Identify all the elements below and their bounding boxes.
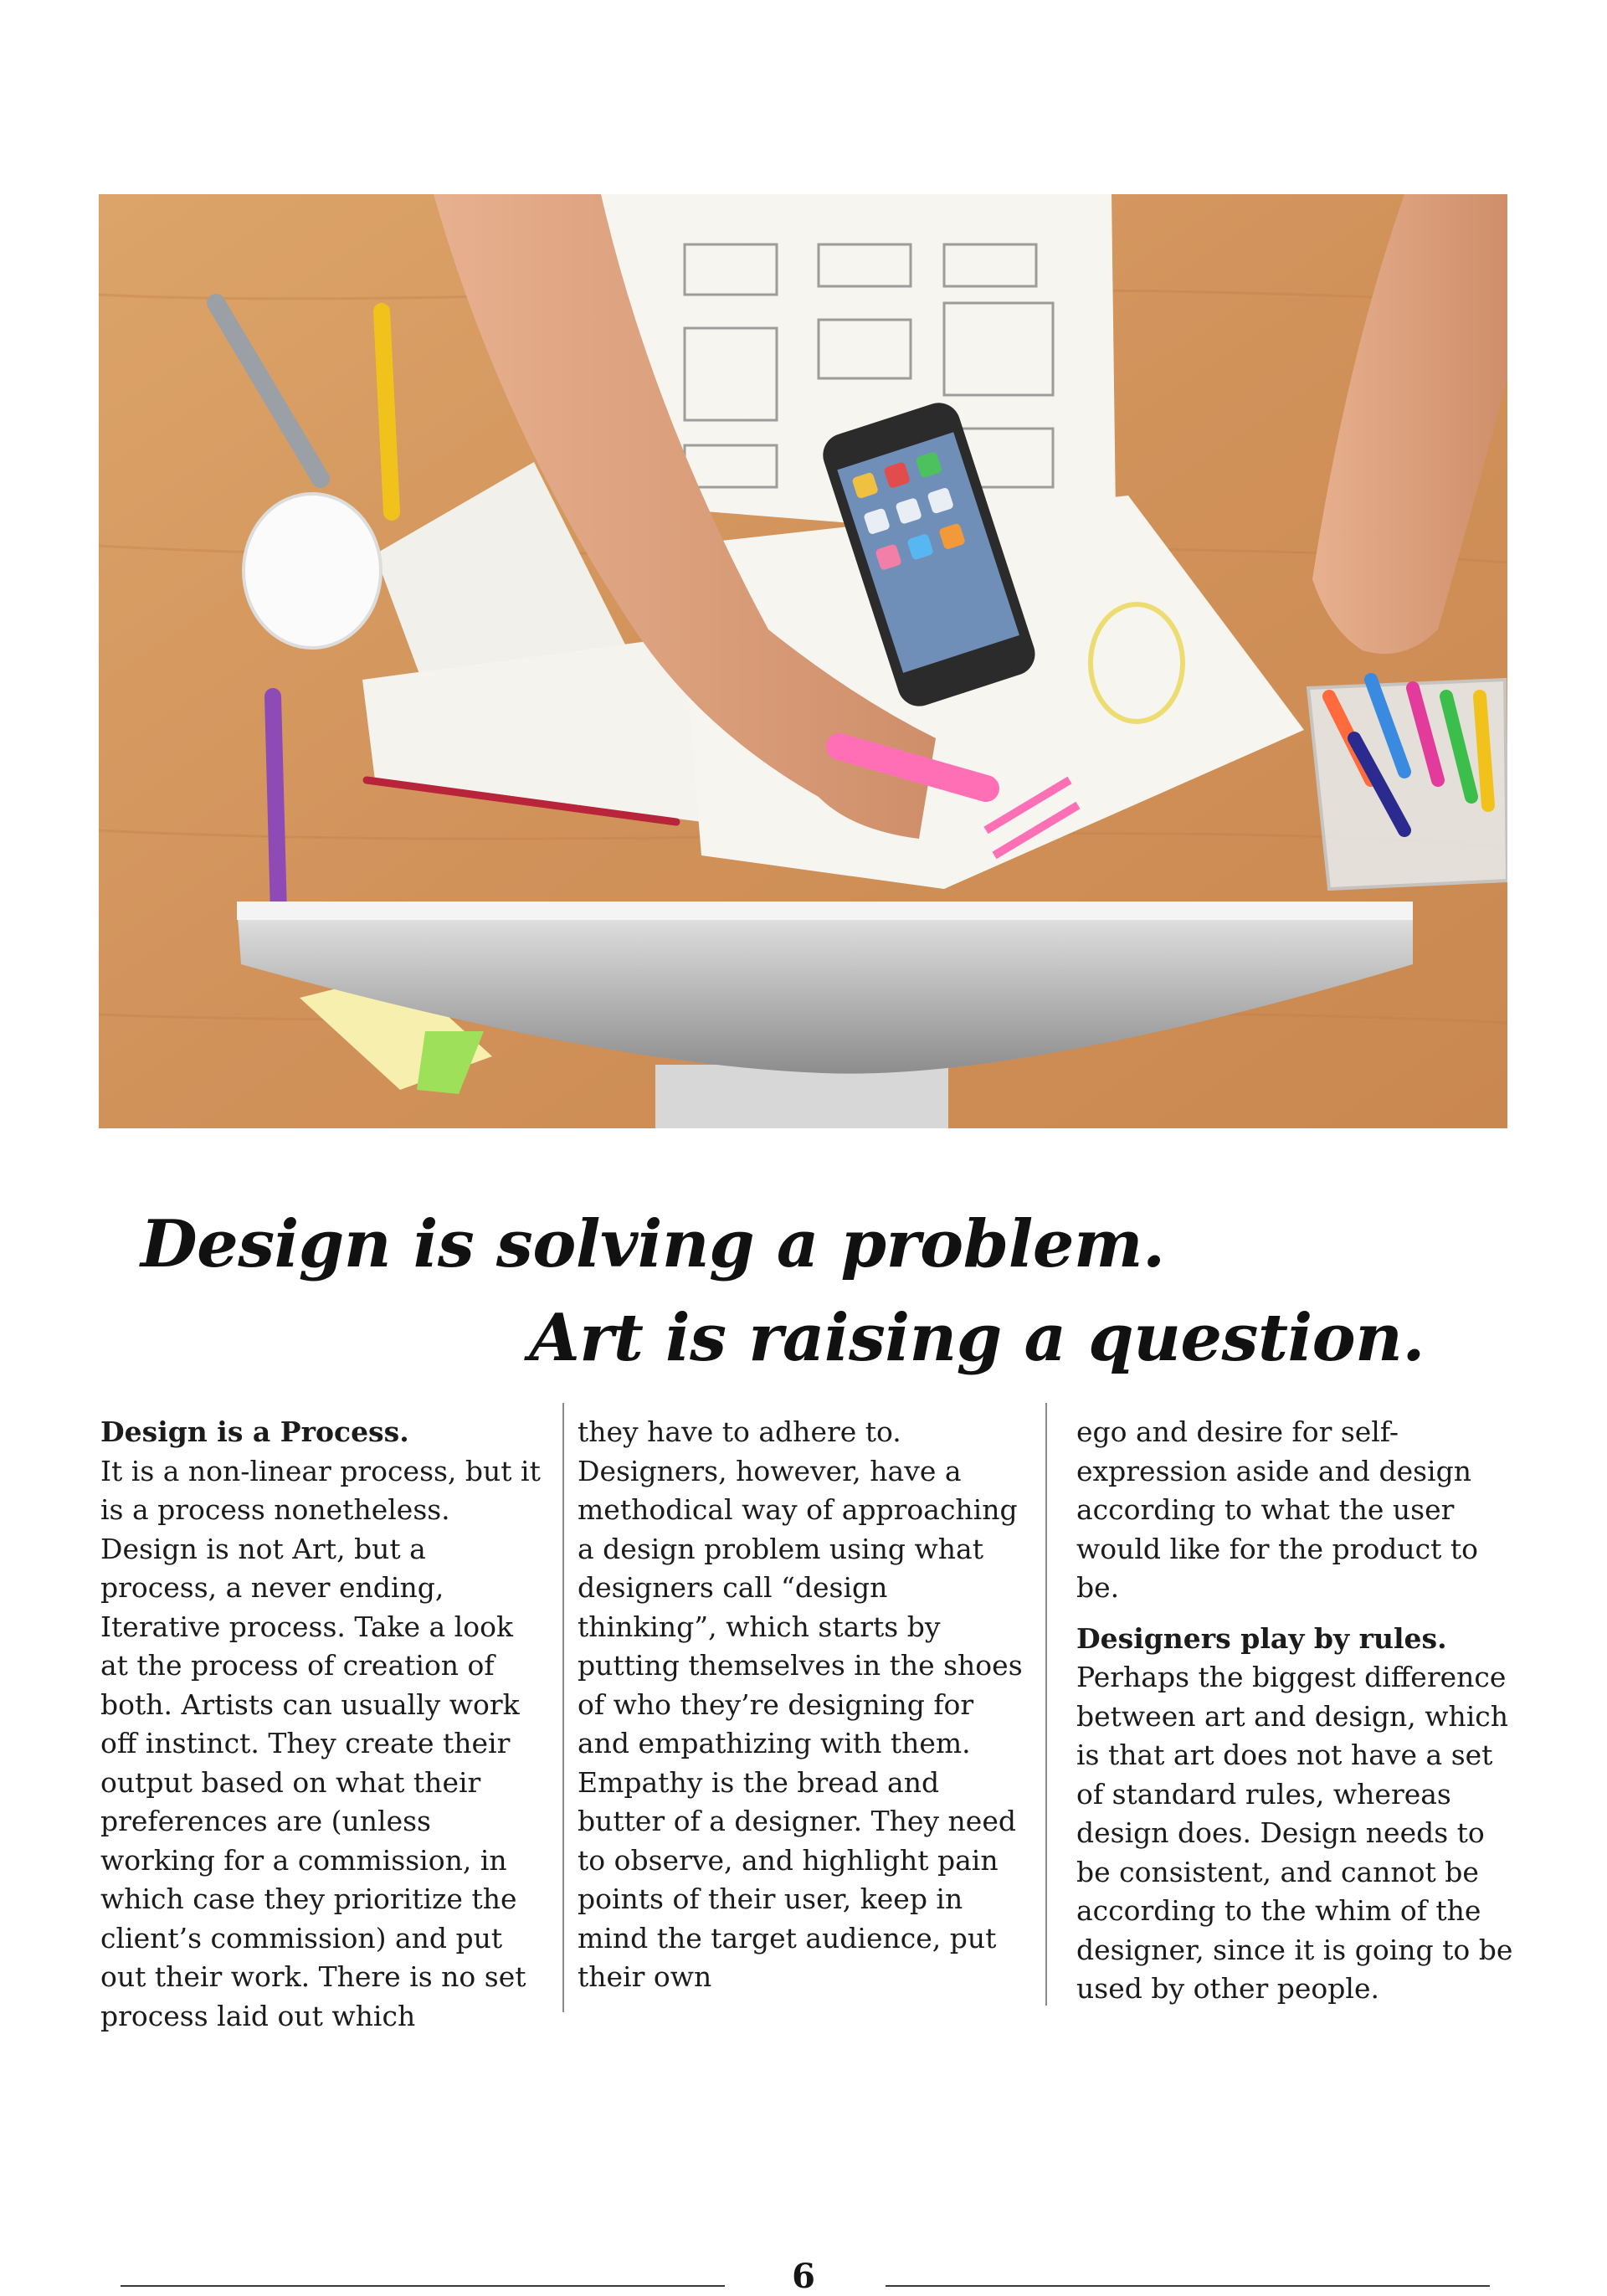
column-text: Perhaps the biggest difference between art and design, which is that art does not have a set of standard rules, whereas design does. Design needs to be consistent, and cannot be according to the whim of the designer, since it is going to be used by other people. bbox=[1076, 1661, 1513, 2005]
marker-purple bbox=[273, 696, 279, 914]
pen-cup bbox=[1308, 680, 1507, 889]
quote-line-2: Art is raising a question. bbox=[529, 1300, 1425, 1376]
column-heading: Designers play by rules. bbox=[1076, 1621, 1447, 1655]
footer-rule-right bbox=[886, 2285, 1490, 2287]
column-divider bbox=[562, 1403, 564, 2012]
monitor-stand bbox=[655, 1065, 948, 1128]
page-number: 6 bbox=[792, 2257, 815, 2296]
column-heading: Design is a Process. bbox=[100, 1415, 409, 1448]
footer-rule-left bbox=[121, 2285, 725, 2287]
column-text: ego and desire for self-expression aside and design according to what the user would like for the product to be. bbox=[1076, 1415, 1479, 1604]
column-1 bbox=[100, 1413, 548, 2036]
mouse bbox=[244, 494, 381, 648]
column-text: It is a non-linear process, but it is a process nonetheless. Design is not Art, but a process, a never ending, Iterative process. Take a look at the process of creation of both. Artists can usually work off instinct. They create their output based on what their preferences are (unless working for a commission, in which case they prioritize the client’s commission) and put out their work. There is no set process laid out which bbox=[100, 1454, 541, 2032]
hero-photo bbox=[99, 194, 1507, 1128]
column-2 bbox=[578, 1413, 1034, 1997]
quote-line-1: Design is solving a problem. bbox=[141, 1206, 1165, 1282]
workspace-illustration bbox=[99, 194, 1507, 1128]
column-divider bbox=[1045, 1403, 1047, 2006]
highlighter-yellow bbox=[382, 311, 392, 512]
column-text: they have to adhere to. Designers, however, have a methodical way of approaching a design problem using what designers call “design thinking”, which starts by putting themselves in the shoes of who they’re designing for and empathizing with them. Empathy is the bread and butter of a designer. They need to observe, and highlight pain points of their user, keep in mind the target audience, put their own bbox=[578, 1415, 1023, 1993]
column-3 bbox=[1076, 1413, 1520, 2009]
